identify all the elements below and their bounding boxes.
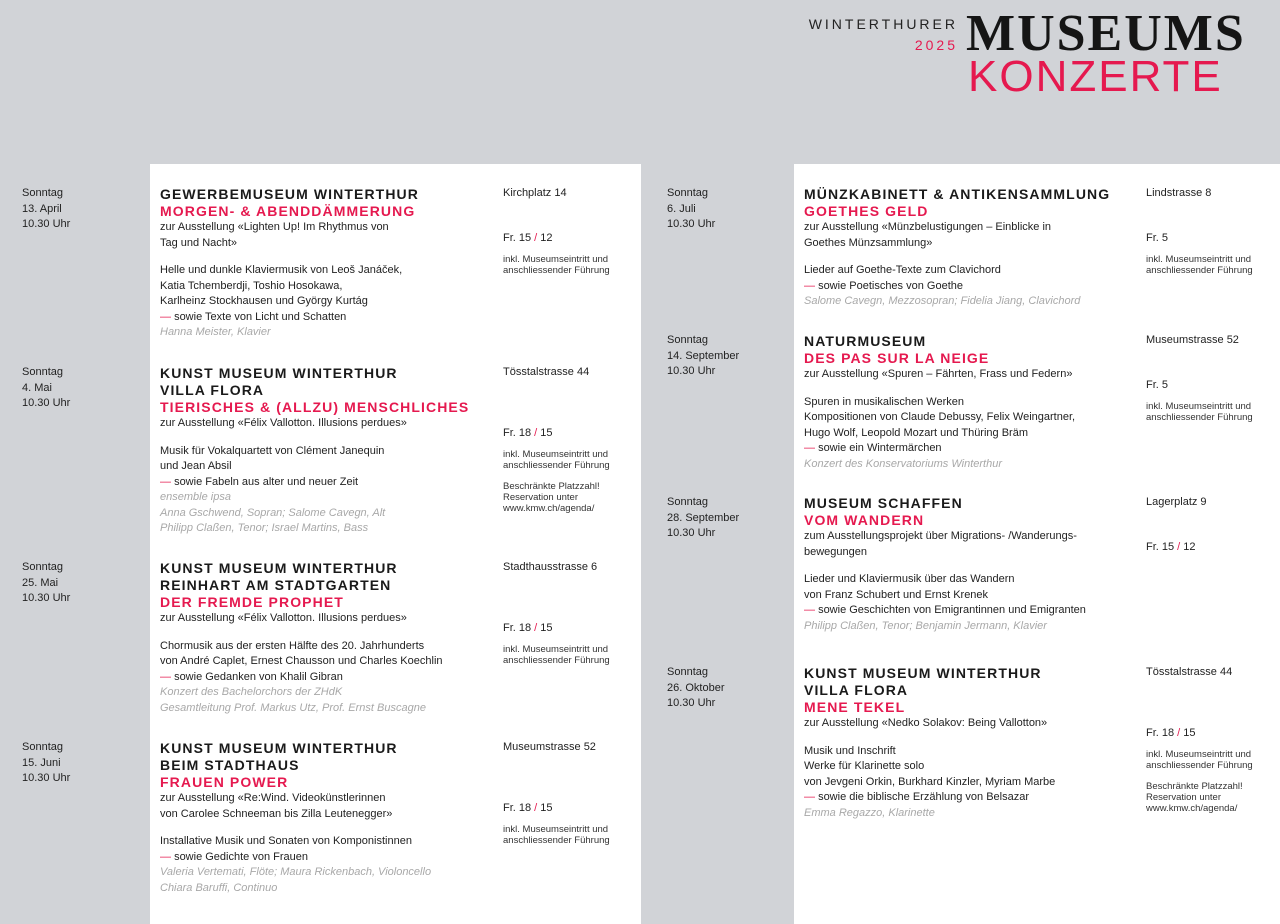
event-performers: Konzert des Bachelorchors der ZHdK [160, 686, 343, 698]
event-card [804, 333, 1134, 472]
event-note-line: anschliessender Führung [503, 835, 610, 846]
event-card [160, 186, 490, 341]
event-reservation-line: www.kmw.ch/agenda/ [503, 503, 595, 514]
event-reservation-line: www.kmw.ch/agenda/ [1146, 803, 1238, 814]
event-extra [804, 441, 1134, 457]
event-program: von Franz Schubert und Ernst Krenek [804, 588, 989, 601]
event-card [160, 560, 490, 716]
event-date-line: Sonntag [667, 496, 708, 508]
dash-icon: — [804, 279, 819, 292]
event-performers: Valeria Vertemati, Flöte; Maura Rickenbach, Violoncello [160, 866, 432, 878]
event-info [503, 365, 633, 514]
event-price [503, 426, 633, 441]
event-exhibition: zur Ausstellung «Spuren – Fährten, Frass und Federn» [804, 368, 1073, 380]
event-info [1146, 495, 1276, 555]
event-date-line: 6. Juli [667, 202, 696, 215]
event-venue: MÜNZKABINETT & ANTIKENSAMMLUNG [804, 186, 1111, 202]
event-address: Kirchplatz 14 [503, 187, 567, 199]
dash-icon: — [160, 475, 175, 488]
spacer [160, 627, 490, 639]
event-date-line: 10.30 Uhr [22, 772, 71, 784]
header-title-konzerte: KONZERTE [968, 52, 1223, 101]
event-extra-text: sowie Texte von Licht und Schatten [174, 310, 347, 323]
header-title-museums: MUSEUMS [966, 5, 1246, 62]
event-date-line: 13. April [22, 202, 62, 215]
spacer [160, 822, 490, 834]
event-address: Museumstrasse 52 [1146, 334, 1239, 346]
dash-icon: — [160, 850, 175, 863]
dash-icon: — [804, 604, 819, 616]
event-note-line: anschliessender Führung [1146, 760, 1253, 771]
event-price [1146, 726, 1276, 741]
event-note-line: inkl. Museumseintritt und [1146, 254, 1252, 265]
dash-icon: — [804, 791, 819, 803]
event-info [503, 560, 633, 666]
event-note-line: inkl. Museumseintritt und [503, 254, 609, 265]
event-note-line: inkl. Museumseintritt und [1146, 749, 1252, 760]
event-price-full: Fr. 18 [1146, 727, 1175, 739]
event-info [1146, 665, 1276, 814]
event-exhibition: Goethes Münzsammlung» [804, 236, 933, 249]
event-note-line: anschliessender Führung [1146, 412, 1253, 423]
event-performers: Hanna Meister, Klavier [160, 326, 271, 338]
event-exhibition: zur Ausstellung «Nedko Solakov: Being Vallotton» [804, 717, 1048, 729]
event-performers: Philipp Claßen, Tenor; Israel Martins, Bass [160, 522, 369, 534]
event-date-line: 10.30 Uhr [22, 397, 71, 409]
event-extra [804, 279, 1134, 295]
event-performers: Konzert des Konservatoriums Winterthur [804, 457, 1002, 470]
event-card [160, 365, 490, 537]
event-exhibition: Tag und Nacht» [160, 236, 238, 249]
event-info [503, 186, 633, 276]
event-extra [160, 310, 490, 326]
event-date [667, 186, 715, 233]
event-title: GOETHES GELD [804, 203, 929, 219]
event-date-line: 14. September [667, 349, 740, 362]
slash-icon: / [1174, 541, 1184, 553]
event-performers: ensemble ipsa [160, 491, 231, 503]
event-price-reduced: 15 [1183, 727, 1196, 739]
event-note-line: anschliessender Führung [503, 265, 610, 276]
event-date-line: Sonntag [22, 187, 63, 199]
event-note-line: inkl. Museumseintritt und [503, 644, 609, 655]
spacer [804, 560, 1134, 572]
event-date-line: 10.30 Uhr [667, 697, 716, 709]
event-date [22, 186, 70, 233]
event-date-line: 10.30 Uhr [22, 218, 71, 230]
event-title: FRAUEN POWER [160, 774, 289, 790]
slash-icon: / [531, 802, 541, 814]
event-date-line: 10.30 Uhr [667, 527, 716, 539]
event-extra-text: sowie die biblische Erzählung von Belsazar [818, 791, 1030, 803]
event-reservation-line: Beschränkte Platzzahl! [1146, 781, 1243, 792]
event-price-note [503, 449, 633, 471]
event-date-line: 4. Mai [22, 381, 52, 394]
event-info [1146, 186, 1276, 276]
event-extra [804, 790, 1134, 806]
event-reservation [1146, 781, 1276, 814]
event-exhibition: zum Ausstellungsprojekt über Migrations- /Wanderungs- [804, 530, 1077, 542]
spacer [804, 383, 1134, 395]
event-price-note [503, 644, 633, 666]
event-program: Lieder und Klaviermusik über das Wandern [804, 573, 1015, 585]
event-title: MORGEN- & ABENDDÄMMERUNG [160, 203, 416, 219]
event-venue: NATURMUSEUM [804, 333, 927, 349]
event-price-full: Fr. 15 [503, 232, 532, 244]
event-exhibition: zur Ausstellung «Lighten Up! Im Rhythmus von [160, 221, 389, 233]
event-venue: MUSEUM SCHAFFEN [804, 495, 963, 511]
event-program: Musik und Inschrift [804, 744, 896, 757]
event-venue: KUNST MUSEUM WINTERTHUR [804, 665, 1042, 681]
header-series-label: WINTERTHURER [808, 16, 958, 32]
event-date [22, 740, 70, 787]
event-price-note [1146, 254, 1276, 276]
event-extra [804, 603, 1134, 619]
event-price-full: Fr. 18 [503, 622, 532, 634]
event-date [22, 560, 70, 607]
event-date [667, 495, 739, 542]
event-title: DES PAS SUR LA NEIGE [804, 350, 990, 366]
event-reservation [503, 481, 633, 514]
event-extra [160, 670, 490, 686]
event-extra-text: sowie ein Wintermärchen [818, 442, 942, 454]
event-date-line: 10.30 Uhr [667, 218, 716, 230]
event-date-line: 10.30 Uhr [667, 365, 716, 377]
event-program: Helle und dunkle Klaviermusik von Leoš Janáček, [160, 264, 403, 276]
header-year: 2025 [914, 37, 958, 53]
event-price-reduced: 12 [1183, 541, 1196, 553]
event-title: TIERISCHES & (ALLZU) MENSCHLICHES [160, 399, 470, 415]
event-date-line: 26. Oktober [667, 681, 725, 694]
event-exhibition: zur Ausstellung «Félix Vallotton. Illusions perdues» [160, 612, 407, 624]
slash-icon: / [531, 232, 541, 244]
event-date [22, 365, 70, 412]
slash-icon: / [531, 427, 541, 439]
slash-icon: / [1174, 727, 1184, 739]
event-venue: GEWERBEMUSEUM WINTERTHUR [160, 186, 419, 202]
event-price-note [1146, 749, 1276, 771]
event-address: Lagerplatz 9 [1146, 496, 1207, 508]
event-extra-text: sowie Gedichte von Frauen [174, 850, 308, 863]
event-extra [160, 850, 490, 866]
event-program: Kompositionen von Claude Debussy, Felix Weingartner, [804, 411, 1076, 423]
event-exhibition: von Carolee Schneeman bis Zilla Leutenegger» [160, 807, 393, 820]
event-venue: BEIM STADTHAUS [160, 757, 300, 773]
event-exhibition: zur Ausstellung «Münzbelustigungen – Einblicke in [804, 221, 1052, 233]
event-venue: KUNST MUSEUM WINTERTHUR [160, 740, 398, 756]
event-performers: Anna Gschwend, Sopran; Salome Cavegn, Alt [160, 506, 386, 519]
event-extra-text: sowie Gedanken von Khalil Gibran [174, 670, 343, 683]
event-date-line: Sonntag [22, 741, 63, 753]
event-price [1146, 540, 1276, 555]
event-note-line: inkl. Museumseintritt und [503, 449, 609, 460]
event-program: Installative Musik und Sonaten von Komponistinnen [160, 835, 412, 847]
event-venue: KUNST MUSEUM WINTERTHUR [160, 365, 398, 381]
event-performers: Salome Cavegn, Mezzosopran; Fidelia Jiang, Clavichord [804, 295, 1081, 307]
event-card [160, 740, 490, 896]
event-performers: Gesamtleitung Prof. Markus Utz, Prof. Ernst Buscagne [160, 701, 426, 714]
event-card [804, 665, 1134, 821]
event-reservation-line: Reservation unter [1146, 792, 1221, 803]
event-price-reduced: 15 [540, 622, 553, 634]
event-exhibition: zur Ausstellung «Félix Vallotton. Illusions perdues» [160, 417, 407, 429]
dash-icon: — [160, 670, 175, 683]
event-info [1146, 333, 1276, 423]
event-date-line: 25. Mai [22, 576, 59, 589]
event-program: Hugo Wolf, Leopold Mozart und Thüring Bräm [804, 426, 1028, 439]
event-price-note [503, 824, 633, 846]
event-exhibition: bewegungen [804, 545, 868, 558]
event-note-line: anschliessender Führung [503, 460, 610, 471]
event-address: Museumstrasse 52 [503, 741, 596, 753]
event-price-note [503, 254, 633, 276]
event-date [667, 333, 739, 380]
event-extra [160, 475, 490, 491]
event-price [1146, 231, 1276, 246]
event-card [804, 186, 1134, 310]
event-venue: VILLA FLORA [804, 682, 909, 698]
event-venue: KUNST MUSEUM WINTERTHUR [160, 560, 398, 576]
event-card [804, 495, 1134, 634]
event-program: von Jevgeni Orkin, Burkhard Kinzler, Myriam Marbe [804, 775, 1056, 788]
event-price [503, 231, 633, 246]
event-program: Katia Tchemberdji, Toshio Hosokawa, [160, 279, 343, 292]
event-date-line: Sonntag [667, 187, 708, 199]
event-extra-text: sowie Fabeln aus alter und neuer Zeit [174, 475, 359, 488]
event-date-line: 10.30 Uhr [22, 592, 71, 604]
event-performers: Philipp Claßen, Tenor; Benjamin Jermann, Klavier [804, 619, 1047, 632]
event-title: MENE TEKEL [804, 699, 906, 715]
spacer [160, 432, 490, 444]
event-date [667, 665, 724, 712]
event-date-line: Sonntag [667, 334, 708, 346]
event-note-line: inkl. Museumseintritt und [1146, 401, 1252, 412]
event-note-line: anschliessender Führung [1146, 265, 1253, 276]
event-address: Stadthausstrasse 6 [503, 561, 598, 573]
event-title: VOM WANDERN [804, 512, 925, 528]
spacer [804, 251, 1134, 263]
event-price-reduced: 15 [540, 427, 553, 439]
event-address: Lindstrasse 8 [1146, 187, 1212, 199]
event-price-reduced: 15 [540, 802, 553, 814]
event-program: Lieder auf Goethe-Texte zum Clavichord [804, 264, 1001, 276]
event-price-full: Fr. 5 [1146, 232, 1169, 244]
event-program: von André Caplet, Ernest Chausson und Charles Koechlin [160, 655, 443, 667]
event-price-full: Fr. 5 [1146, 379, 1169, 391]
event-price-reduced: 12 [540, 232, 553, 244]
event-exhibition: zur Ausstellung «Re:Wind. Videokünstlerinnen [160, 792, 386, 804]
event-date-line: Sonntag [667, 666, 708, 678]
event-program: Werke für Klarinette solo [804, 760, 925, 772]
event-price-note [1146, 401, 1276, 423]
event-date-line: 15. Juni [22, 756, 61, 769]
spacer [160, 251, 490, 263]
event-program: Spuren in musikalischen Werken [804, 395, 964, 408]
dash-icon: — [804, 442, 819, 454]
event-note-line: inkl. Museumseintritt und [503, 824, 609, 835]
event-address: Tösstalstrasse 44 [1146, 666, 1233, 678]
event-extra-text: sowie Poetisches von Goethe [818, 279, 963, 292]
spacer [804, 732, 1134, 744]
event-price [503, 801, 633, 816]
event-venue: VILLA FLORA [160, 382, 265, 398]
event-reservation-line: Reservation unter [503, 492, 578, 503]
event-date-line: 28. September [667, 511, 740, 524]
event-program: Karlheinz Stockhausen und György Kurtág [160, 295, 368, 307]
event-date-line: Sonntag [22, 561, 63, 573]
event-address: Tösstalstrasse 44 [503, 366, 590, 378]
event-program: und Jean Absil [160, 460, 232, 472]
event-program: Chormusik aus der ersten Hälfte des 20. Jahrhunderts [160, 639, 425, 652]
event-price-full: Fr. 18 [503, 427, 532, 439]
event-price [503, 621, 633, 636]
event-date-line: Sonntag [22, 366, 63, 378]
event-performers: Emma Regazzo, Klarinette [804, 806, 935, 819]
event-performers: Chiara Baruffi, Continuo [160, 881, 278, 894]
slash-icon: / [531, 622, 541, 634]
event-price-full: Fr. 15 [1146, 541, 1175, 553]
event-reservation-line: Beschränkte Platzzahl! [503, 481, 600, 492]
event-venue: REINHART AM STADTGARTEN [160, 577, 392, 593]
event-price-full: Fr. 18 [503, 802, 532, 814]
dash-icon: — [160, 310, 175, 323]
event-title: DER FREMDE PROPHET [160, 594, 344, 610]
event-program: Musik für Vokalquartett von Clément Janequin [160, 444, 385, 457]
event-note-line: anschliessender Führung [503, 655, 610, 666]
event-extra-text: sowie Geschichten von Emigrantinnen und Emigranten [818, 604, 1086, 616]
event-info [503, 740, 633, 846]
event-price [1146, 378, 1276, 393]
